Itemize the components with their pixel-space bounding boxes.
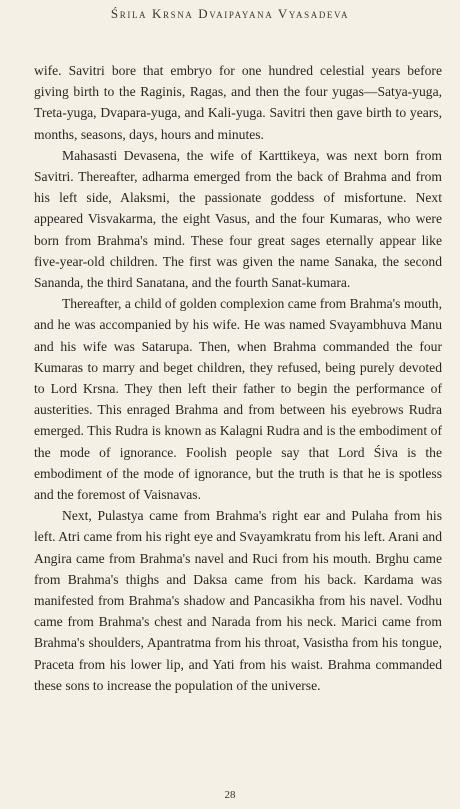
page-number: 28	[224, 789, 236, 801]
running-header: Śrila Krsna Dvaipayana Vyasadeva	[110, 6, 350, 21]
paragraph-3: Thereafter, a child of golden complexion came from Brahma's mouth, and he was accompanied by his wife. He was named Svayambhuva Manu and his wife was Satarupa. Then, when Brahma commanded the four Kumaras to marry and beget children, they refused, being purely devoted to Lord Krsna. They then left their father to begin the performance of austerities. This enraged Brahma and from between his eyebrows Rudra emerged. This Rudra is known as Kalagni Rudra and is the embodiment of the mode of ignorance. Foolish people say that Lord Śiva is the embodiment of the mode of ignorance, but the truth is that he is spotless and the foremost of Vaisnavas.	[34, 296, 442, 503]
paragraph-2: Mahasasti Devasena, the wife of Karttikeya, was next born from Savitri. Thereafter, adharma emerged from the back of Brahma and from his left side, Alaksmi, the passionate goddess of misfortune. Next appeared Visvakarma, the eight Vasus, and the four Kumaras, who were born from Brahma's mind. These four great sages eternally appear like five-year-old children. The first was given the name Sanaka, the second Sananda, the third Sanatana, and the fourth Sanat-kumara.	[34, 147, 442, 291]
paragraph-1: wife. Savitri bore that embryo for one hundred celestial years before giving birth to the Raginis, Ragas, and then the four yugas—Satya-yuga, Treta-yuga, Dvapara-yuga, and Kali-yuga. Savitri then gave birth to years, months, seasons, days, hours and minutes.	[34, 63, 442, 142]
paragraph-4: Next, Pulastya came from Brahma's right ear and Pulaha from his left. Atri came from his right eye and Svayamkratu from his left. Arani and Angira came from Brahma's navel and Ruci from his mouth. Brghu came from Brahma's thighs and Daksa came from his back. Kardama was manifested from Brahma's shadow and Pancasikha from his navel. Vodhu came from Brahma's chest and Narada from his neck. Marici came from Brahma's shoulders, Apantratma from his throat, Vasistha from his tongue, Praceta from his lower lip, and Yati from his waist. Brahma commanded these sons to increase the population of the universe.	[34, 508, 442, 693]
body-text	[34, 60, 442, 696]
